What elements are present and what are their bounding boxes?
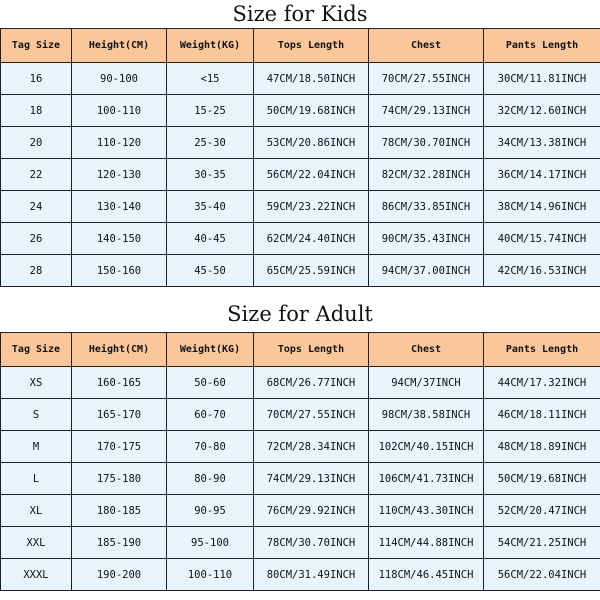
cell-tops-length: 74CM/29.13INCH — [254, 463, 369, 495]
cell-tag-size: 26 — [1, 223, 72, 255]
header-chest: Chest — [369, 29, 484, 63]
cell-weight: 15-25 — [167, 95, 254, 127]
cell-tops-length: 78CM/30.70INCH — [254, 527, 369, 559]
table-row — [1, 191, 600, 223]
cell-height: 170-175 — [72, 431, 167, 463]
cell-chest: 90CM/35.43INCH — [369, 223, 484, 255]
cell-tag-size: 22 — [1, 159, 72, 191]
cell-weight: 30-35 — [167, 159, 254, 191]
table-row — [1, 367, 600, 399]
cell-tag-size: M — [1, 431, 72, 463]
header-tag-size: Tag Size — [1, 29, 72, 63]
cell-tag-size: 18 — [1, 95, 72, 127]
cell-height: 140-150 — [72, 223, 167, 255]
cell-pants-length: 34CM/13.38INCH — [484, 127, 600, 159]
header-tag-size: Tag Size — [1, 333, 72, 367]
adult-size-title: Size for Adult — [227, 302, 373, 326]
cell-pants-length: 54CM/21.25INCH — [484, 527, 600, 559]
header-weight: Weight(KG) — [167, 333, 254, 367]
kids-size-table — [0, 28, 600, 287]
header-pants-length: Pants Length — [484, 333, 600, 367]
cell-chest: 70CM/27.55INCH — [369, 63, 484, 95]
cell-chest: 114CM/44.88INCH — [369, 527, 484, 559]
cell-pants-length: 30CM/11.81INCH — [484, 63, 600, 95]
cell-pants-length: 40CM/15.74INCH — [484, 223, 600, 255]
cell-weight: 40-45 — [167, 223, 254, 255]
cell-chest: 78CM/30.70INCH — [369, 127, 484, 159]
cell-tops-length: 56CM/22.04INCH — [254, 159, 369, 191]
cell-height: 130-140 — [72, 191, 167, 223]
cell-weight: 35-40 — [167, 191, 254, 223]
table-row — [1, 223, 600, 255]
adult-size-table — [0, 332, 600, 591]
kids-size-title: Size for Kids — [232, 2, 368, 26]
table-row — [1, 463, 600, 495]
cell-tag-size: XXXL — [1, 559, 72, 591]
cell-weight: 100-110 — [167, 559, 254, 591]
cell-height: 110-120 — [72, 127, 167, 159]
cell-weight: <15 — [167, 63, 254, 95]
cell-weight: 70-80 — [167, 431, 254, 463]
cell-tag-size: XL — [1, 495, 72, 527]
table-row — [1, 63, 600, 95]
table-header-row — [1, 29, 600, 63]
cell-height: 150-160 — [72, 255, 167, 287]
cell-tops-length: 70CM/27.55INCH — [254, 399, 369, 431]
cell-chest: 98CM/38.58INCH — [369, 399, 484, 431]
header-tops-length: Tops Length — [254, 333, 369, 367]
cell-height: 185-190 — [72, 527, 167, 559]
cell-weight: 95-100 — [167, 527, 254, 559]
cell-height: 190-200 — [72, 559, 167, 591]
cell-tag-size: XXL — [1, 527, 72, 559]
cell-height: 180-185 — [72, 495, 167, 527]
cell-chest: 94CM/37INCH — [369, 367, 484, 399]
cell-tag-size: 24 — [1, 191, 72, 223]
cell-pants-length: 44CM/17.32INCH — [484, 367, 600, 399]
cell-weight: 90-95 — [167, 495, 254, 527]
table-header-row — [1, 333, 600, 367]
cell-height: 175-180 — [72, 463, 167, 495]
cell-tag-size: XS — [1, 367, 72, 399]
cell-tops-length: 72CM/28.34INCH — [254, 431, 369, 463]
cell-pants-length: 50CM/19.68INCH — [484, 463, 600, 495]
cell-tops-length: 59CM/23.22INCH — [254, 191, 369, 223]
header-height: Height(CM) — [72, 29, 167, 63]
cell-tag-size: S — [1, 399, 72, 431]
cell-chest: 74CM/29.13INCH — [369, 95, 484, 127]
cell-height: 100-110 — [72, 95, 167, 127]
table-row — [1, 255, 600, 287]
cell-tops-length: 50CM/19.68INCH — [254, 95, 369, 127]
cell-pants-length: 56CM/22.04INCH — [484, 559, 600, 591]
header-weight: Weight(KG) — [167, 29, 254, 63]
cell-chest: 102CM/40.15INCH — [369, 431, 484, 463]
cell-tag-size: 28 — [1, 255, 72, 287]
cell-tops-length: 76CM/29.92INCH — [254, 495, 369, 527]
cell-tag-size: 16 — [1, 63, 72, 95]
table-row — [1, 559, 600, 591]
cell-chest: 118CM/46.45INCH — [369, 559, 484, 591]
cell-tops-length: 47CM/18.50INCH — [254, 63, 369, 95]
cell-height: 160-165 — [72, 367, 167, 399]
table-row — [1, 127, 600, 159]
table-row — [1, 431, 600, 463]
header-tops-length: Tops Length — [254, 29, 369, 63]
cell-chest: 82CM/32.28INCH — [369, 159, 484, 191]
table-row — [1, 495, 600, 527]
cell-height: 90-100 — [72, 63, 167, 95]
cell-pants-length: 36CM/14.17INCH — [484, 159, 600, 191]
cell-pants-length: 48CM/18.89INCH — [484, 431, 600, 463]
cell-weight: 80-90 — [167, 463, 254, 495]
cell-pants-length: 46CM/18.11INCH — [484, 399, 600, 431]
cell-tops-length: 80CM/31.49INCH — [254, 559, 369, 591]
header-chest: Chest — [369, 333, 484, 367]
cell-weight: 45-50 — [167, 255, 254, 287]
cell-tag-size: 20 — [1, 127, 72, 159]
cell-pants-length: 38CM/14.96INCH — [484, 191, 600, 223]
cell-tops-length: 62CM/24.40INCH — [254, 223, 369, 255]
cell-pants-length: 32CM/12.60INCH — [484, 95, 600, 127]
cell-tag-size: L — [1, 463, 72, 495]
cell-height: 165-170 — [72, 399, 167, 431]
cell-chest: 110CM/43.30INCH — [369, 495, 484, 527]
cell-pants-length: 52CM/20.47INCH — [484, 495, 600, 527]
cell-tops-length: 68CM/26.77INCH — [254, 367, 369, 399]
table-row — [1, 399, 600, 431]
header-pants-length: Pants Length — [484, 29, 600, 63]
table-row — [1, 95, 600, 127]
cell-chest: 86CM/33.85INCH — [369, 191, 484, 223]
cell-pants-length: 42CM/16.53INCH — [484, 255, 600, 287]
table-row — [1, 159, 600, 191]
cell-chest: 94CM/37.00INCH — [369, 255, 484, 287]
table-row — [1, 527, 600, 559]
cell-weight: 25-30 — [167, 127, 254, 159]
cell-chest: 106CM/41.73INCH — [369, 463, 484, 495]
header-height: Height(CM) — [72, 333, 167, 367]
cell-tops-length: 65CM/25.59INCH — [254, 255, 369, 287]
cell-tops-length: 53CM/20.86INCH — [254, 127, 369, 159]
cell-weight: 60-70 — [167, 399, 254, 431]
cell-weight: 50-60 — [167, 367, 254, 399]
cell-height: 120-130 — [72, 159, 167, 191]
